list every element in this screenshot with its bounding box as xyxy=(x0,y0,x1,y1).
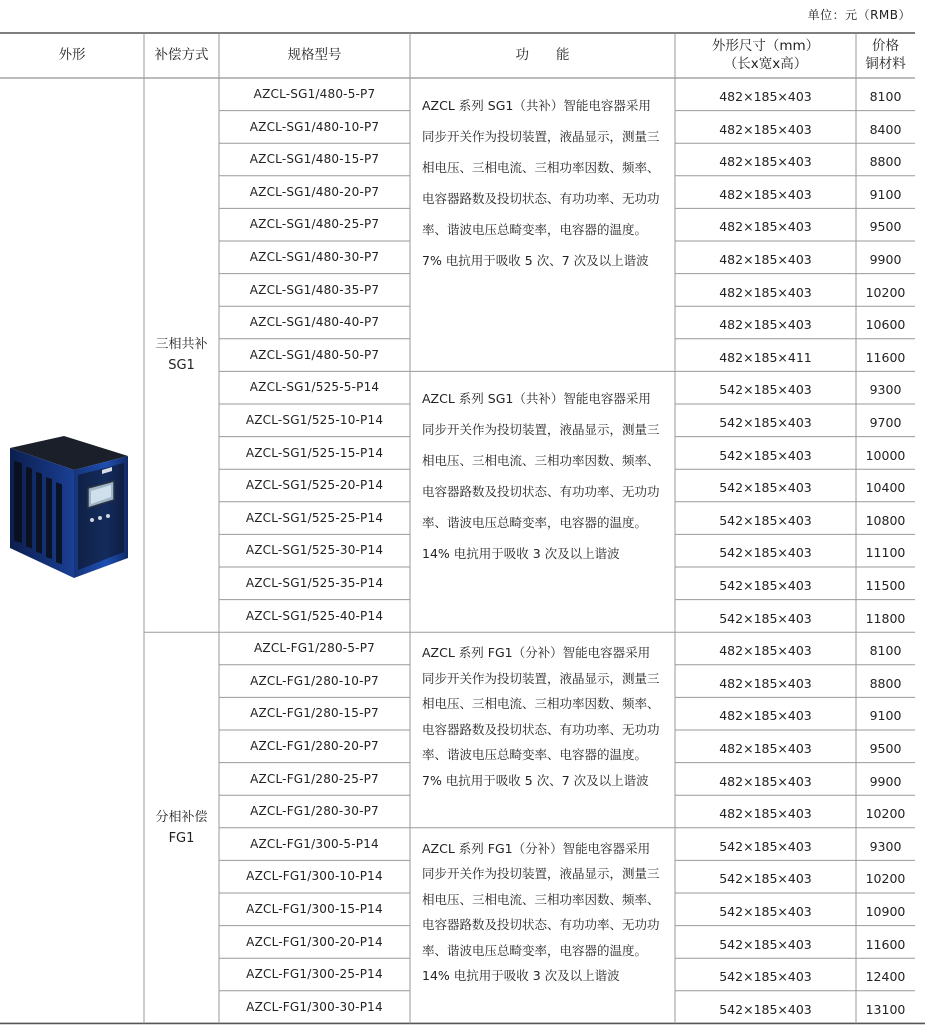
table-row-price: 11500 xyxy=(865,578,906,593)
table-row-dims: 542×185×403 xyxy=(719,415,812,430)
header-mode: 补偿方式 xyxy=(154,47,209,63)
table-row-dims: 542×185×403 xyxy=(719,382,812,398)
table-row-model: AZCL-FG1/280-5-P7 xyxy=(254,641,375,656)
table-row-price: 10400 xyxy=(865,480,906,496)
table-row-dims: 482×185×403 xyxy=(719,89,812,104)
table-row-dims: 542×185×403 xyxy=(719,610,812,626)
header-shape: 外形 xyxy=(58,47,86,63)
table-row-model: AZCL-FG1/280-25-P7 xyxy=(250,771,379,786)
table-row-dims: 482×185×403 xyxy=(719,317,812,333)
table-row-price: 9700 xyxy=(869,415,902,430)
table-row-price: 11100 xyxy=(865,545,906,561)
function-description: AZCL 系列 SG1（共补）智能电容器采用同步开关作为投切装置，液晶显示，测量三相电压、三相电流、三相功率因数、频率、电容器路数及投切状态、有功功率、无功功率、谐波电压总畸变率，电容器的温度。14% 电抗用于吸收 3 次及以上谐波 xyxy=(422,391,660,562)
function-description: AZCL 系列 SG1（共补）智能电容器采用同步开关作为投切装置，液晶显示，测量三相电压、三相电流、三相功率因数、频率、电容器路数及投切状态、有功功率、无功功率、谐波电压总畸变率，电容器的温度。7% 电抗用于吸收 5 次、7 次及以上谐波 xyxy=(422,98,660,268)
table-row-dims: 482×185×403 xyxy=(719,252,812,267)
table-row-dims: 542×185×403 xyxy=(719,545,812,561)
table-row-dims: 482×185×403 xyxy=(719,708,812,724)
table-row-price: 10200 xyxy=(865,284,906,300)
table-row-dims: 482×185×403 xyxy=(719,741,812,756)
table-row-model: AZCL-SG1/525-40-P14 xyxy=(245,608,384,623)
table-row-price: 9100 xyxy=(869,708,902,724)
table-row-model: AZCL-SG1/480-30-P7 xyxy=(249,250,380,264)
compensation-mode-code: FG1 xyxy=(168,830,195,846)
table-row-dims: 542×185×403 xyxy=(719,871,812,887)
header-price-line2: 铜材料 xyxy=(865,56,906,72)
table-row-price: 8100 xyxy=(869,89,902,104)
table-row-model: AZCL-SG1/525-5-P14 xyxy=(249,380,380,395)
table-row-price: 8800 xyxy=(869,675,902,691)
header-dims-line1: 外形尺寸（mm） xyxy=(711,38,820,54)
table-row-model: AZCL-FG1/300-5-P14 xyxy=(250,836,379,851)
table-row-price: 9300 xyxy=(869,382,902,398)
table-row-price: 9500 xyxy=(869,741,902,756)
table-row-dims: 542×185×403 xyxy=(719,447,812,463)
table-row-model: AZCL-SG1/480-20-P7 xyxy=(249,184,380,199)
table-row-model: AZCL-FG1/280-15-P7 xyxy=(250,706,379,721)
product-image xyxy=(6,430,130,580)
table-row-price: 12400 xyxy=(865,969,906,985)
table-row-model: AZCL-FG1/280-30-P7 xyxy=(250,804,379,819)
header-price-line1: 价格 xyxy=(872,38,899,54)
table-row-dims: 542×185×403 xyxy=(719,936,812,952)
table-row-price: 9300 xyxy=(869,838,902,854)
table-row-price: 8800 xyxy=(869,154,902,170)
table-row-dims: 542×185×403 xyxy=(719,512,812,528)
table-row-price: 11800 xyxy=(865,610,906,626)
table-row-dims: 542×185×403 xyxy=(719,838,812,854)
compensation-mode-code: SG1 xyxy=(168,358,195,374)
table-row-model: AZCL-FG1/300-30-P14 xyxy=(246,999,383,1014)
table-row-model: AZCL-SG1/480-10-P7 xyxy=(249,119,380,134)
table-row-dims: 482×185×403 xyxy=(719,154,812,170)
table-row-model: AZCL-SG1/525-20-P14 xyxy=(245,478,384,493)
header-dims-line2: （长x宽x高） xyxy=(723,56,808,72)
table-row-price: 8100 xyxy=(869,643,902,659)
table-row-model: AZCL-FG1/300-25-P14 xyxy=(246,967,383,982)
table-row-dims: 542×185×403 xyxy=(719,480,812,496)
table-row-model: AZCL-FG1/280-10-P7 xyxy=(250,673,379,688)
table-row-price: 10600 xyxy=(865,317,906,333)
table-row-dims: 482×185×403 xyxy=(719,806,812,822)
table-row-price: 9100 xyxy=(869,186,902,202)
table-row-model: AZCL-FG1/300-15-P14 xyxy=(246,902,383,916)
function-description: AZCL 系列 FG1（分补）智能电容器采用同步开关作为投切装置，液晶显示，测量三相电压、三相电流、三相功率因数、频率、电容器路数及投切状态、有功功率、无功功率、谐波电压总畸变率、电容器的温度。7% 电抗用于吸收 5 次、7 次及以上谐波 xyxy=(422,645,660,788)
table-row-price: 10000 xyxy=(865,447,906,463)
table-row-price: 8400 xyxy=(869,121,902,137)
table-row-model: AZCL-SG1/525-35-P14 xyxy=(245,576,384,590)
table-row-dims: 542×185×403 xyxy=(719,578,812,593)
table-row-model: AZCL-SG1/480-15-P7 xyxy=(249,152,380,167)
compensation-mode: 三相共补 xyxy=(155,337,208,353)
table-row-dims: 542×185×403 xyxy=(719,904,812,919)
table-row-price: 10900 xyxy=(865,904,906,919)
table-row-model: AZCL-FG1/280-20-P7 xyxy=(250,739,379,753)
table-row-price: 9900 xyxy=(869,252,902,267)
table-row-model: AZCL-SG1/480-25-P7 xyxy=(249,217,380,232)
table-row-dims: 482×185×403 xyxy=(719,675,812,691)
table-row-model: AZCL-SG1/525-15-P14 xyxy=(245,445,384,460)
table-row-dims: 482×185×411 xyxy=(719,349,812,365)
table-row-dims: 482×185×403 xyxy=(719,186,812,202)
table-row-price: 11600 xyxy=(865,936,906,952)
table-row-price: 10200 xyxy=(865,871,906,887)
table-row-dims: 482×185×403 xyxy=(719,121,812,137)
table-row-model: AZCL-SG1/480-35-P7 xyxy=(249,282,380,297)
compensation-mode: 分相补偿 xyxy=(155,809,208,825)
table-row-dims: 482×185×403 xyxy=(719,773,812,789)
table-row-dims: 542×185×403 xyxy=(719,969,812,985)
table-row-price: 10200 xyxy=(865,806,906,822)
table-row-model: AZCL-SG1/525-25-P14 xyxy=(245,510,384,525)
table-row-dims: 482×185×403 xyxy=(719,219,812,235)
table-row-model: AZCL-FG1/300-20-P14 xyxy=(246,934,383,949)
table-row-model: AZCL-SG1/480-40-P7 xyxy=(249,315,380,330)
header-function: 功 能 xyxy=(515,47,570,63)
table-row-dims: 482×185×403 xyxy=(719,284,812,300)
table-row-dims: 542×185×403 xyxy=(719,1001,812,1017)
table-row-model: AZCL-SG1/480-50-P7 xyxy=(249,347,380,362)
table-row-price: 9900 xyxy=(869,773,902,789)
table-row-price: 13100 xyxy=(865,1001,906,1017)
table-row-price: 9500 xyxy=(869,219,902,235)
table-row-model: AZCL-SG1/525-30-P14 xyxy=(245,543,384,558)
function-description: AZCL 系列 FG1（分补）智能电容器采用同步开关作为投切装置，液晶显示，测量三相电压、三相电流、三相功率因数、频率、电容器路数及投切状态、有功功率、无功功率、谐波电压总畸变率，电容器的温度。14% 电抗用于吸收 3 次及以上谐波 xyxy=(422,840,660,984)
table-row-price: 10800 xyxy=(865,512,906,528)
table-row-model: AZCL-SG1/525-10-P14 xyxy=(245,413,384,427)
header-model: 规格型号 xyxy=(287,47,342,63)
table-row-dims: 482×185×403 xyxy=(719,643,812,659)
unit-label: 单位：元（RMB） xyxy=(807,8,911,22)
table-row-price: 11600 xyxy=(865,349,906,365)
table-row-model: AZCL-SG1/480-5-P7 xyxy=(253,87,376,101)
table-row-model: AZCL-FG1/300-10-P14 xyxy=(246,869,383,884)
